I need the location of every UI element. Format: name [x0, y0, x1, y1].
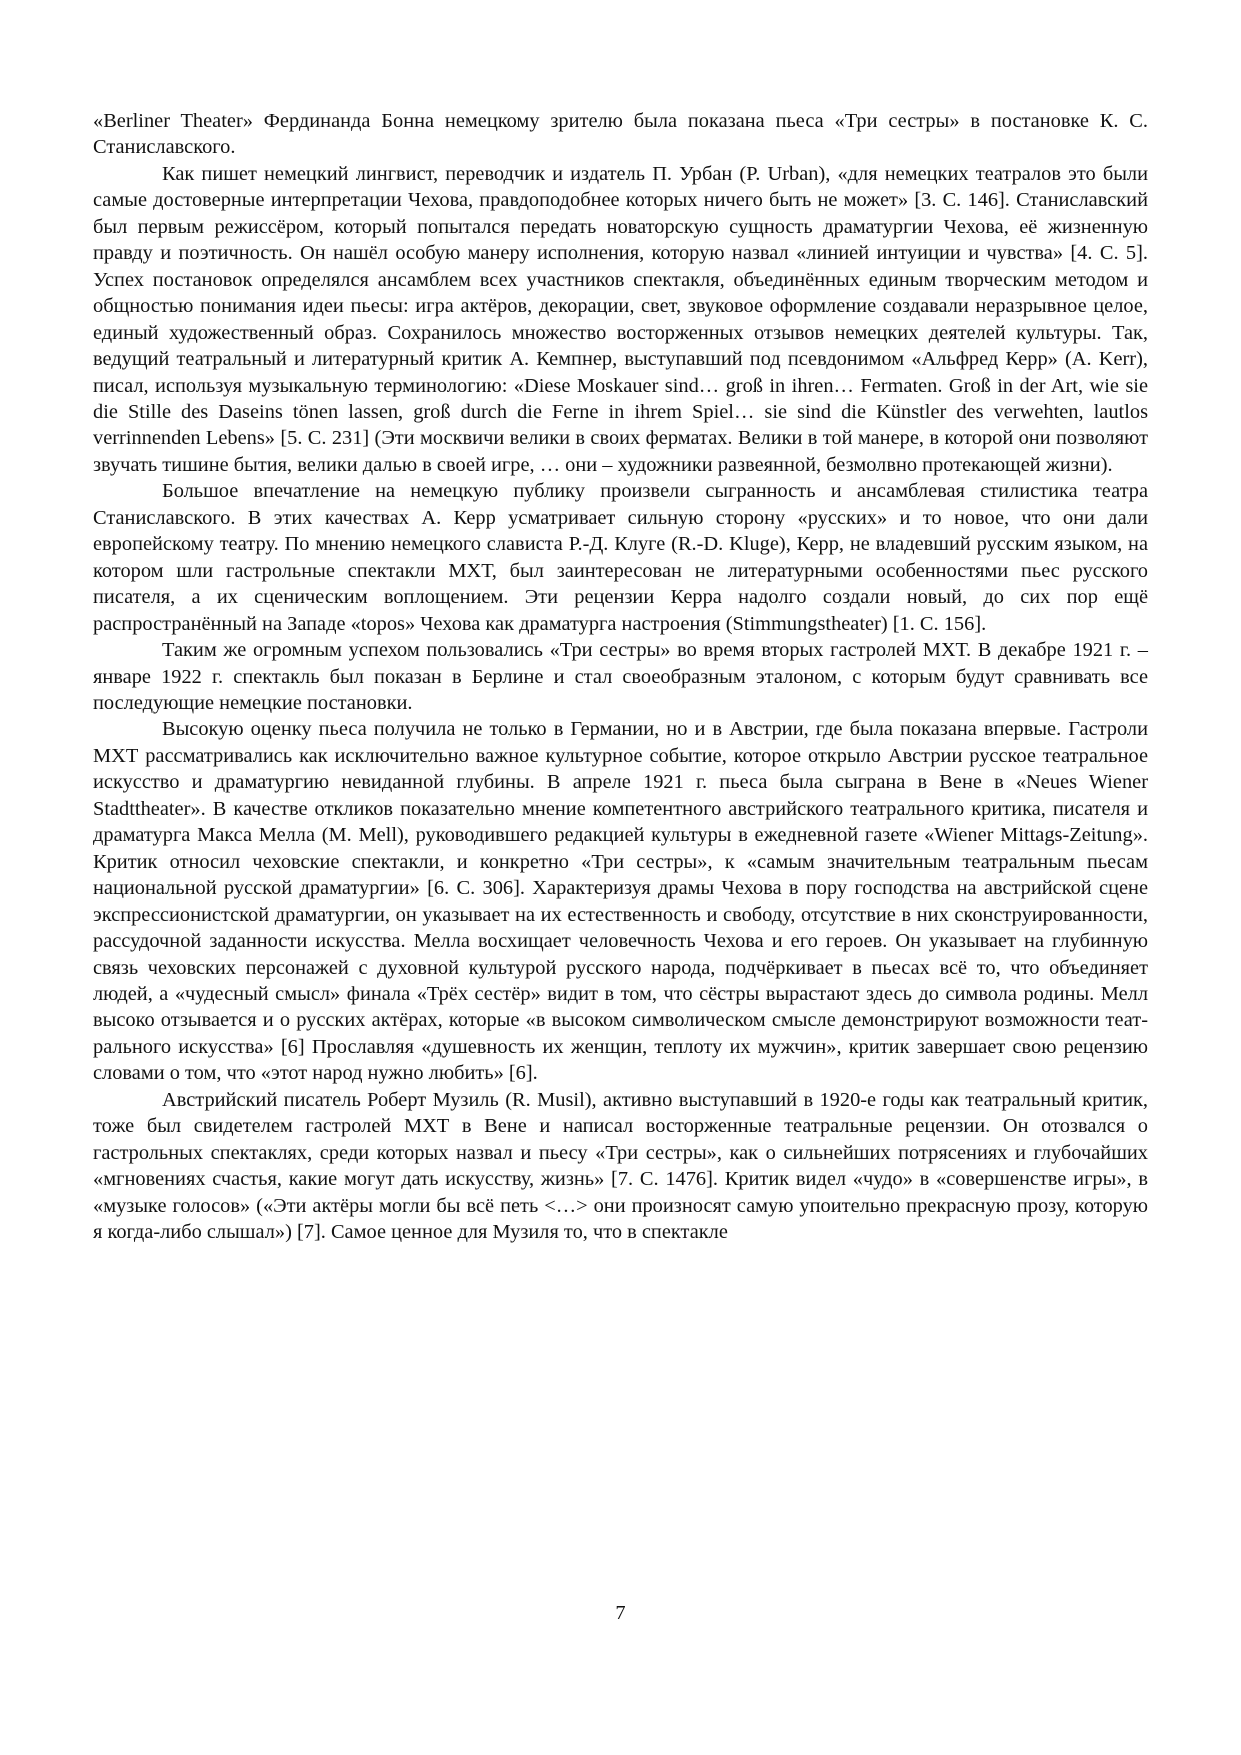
paragraph-urban-stanislavsky: Как пишет немецкий лингвист, переводчик и издатель П. Урбан (P. Urban), «для немецких театралов это были самые достоверные интерпретации Чехова, правдоподобнее которых ничего быть не может» [3. С. 146]. Станиславский был первым режиссёром, который попытался передать новаторскую сущность драматургии Чехова, её жизненную правду и поэтичность. Он нашёл особую манеру исполнения, которую назвал «линией интуиции и чувства» [4. С. 5]. Успех постановок определялся ансамблем всех участников спектакля, объединённых единым творческим методом и общностью понимания идеи пьесы: игра актёров, декорации, свет, звуковое оформление создавали неразрывное целое, единый художественный образ. Сохранилось множество восторженных отзывов немецких деятелей культуры. Так, ведущий театральный и литературный критик А. Кемпнер, выступавший под псевдонимом «Альфред Керр» (A. Kerr), писал, используя музыкальную терминологию: «Diese Moskauer sind… groß in ihren… Fermaten. Groß in der Art, wie sie die Stille des Daseins tönen lassen, groß durch die Ferne in ihrem Spiel… sie sind die Künstler des verwehten, lautlos verrinnenden Lebens» [5. С. 231] (Эти москвичи велики в своих ферматах. Велики в той манере, в которой они позволяют звучать тишине бытия, велики далью в своей игре, … они – художники развеянной, безмолвно протекающей жизни). [93, 162, 1148, 476]
paragraph-second-tour: Таким же огромным успехом пользовались «Три сестры» во время вторых гастролей МХТ. В декабре 1921 г. – январе 1922 г. спектакль был показан в Берлине и стал своеобразным эталоном, с которым будут сравнивать все последующие немецкие постановки. [93, 639, 1148, 714]
paragraph-austria-mell: Высокую оценку пьеса получила не только в Германии, но и в Австрии, где была показана впервые. Гастроли МХТ рассматривались как исключительно важное культурное событие, которое открыло Австрии русское театральное искусство и драматургию невиданной глубины. В апреле 1921 г. пьеса была сыграна в Вене в «Neues Wiener Stadttheater». В качестве откликов показательно мнение компетентного австрийского театрального критика, писателя и драматурга Макса Мелла (M. Mell), руководившего редакцией культуры в ежедневной газете «Wiener Mittags-Zeitung». Критик относил чеховские спектакли, и конкретно «Три сестры», к «самым значительным театральным пьесам национальной русской драматургии» [6. С. 306]. Характеризуя драмы Чехова в пору господства на австрийской сцене экспрессионистской драматургии, он указывает на их естественность и свободу, отсутствие в них сконструированности, рассудочной заданности искусства. Мелла восхищает человечность Чехова и его героев. Он указывает на глубинную связь чеховских персонажей с духовной культурой русского народа, подчёркивает в пьесах всё то, что объединяет людей, а «чудесный смысл» финала «Трёх сестёр» видит в том, что сёстры вырастают здесь до символа родины. Мелл высоко отзывается и о русских актёрах, которые «в высоком символическом смысле демонстрируют возможности театрального искусства» [6] Прославляя «душевность их женщин, теплоту их мужчин», критик завершает свою рецензию словами о том, что «этот народ нужно любить» [6]. [93, 718, 1148, 1085]
page-number: 7 [615, 1602, 626, 1624]
paragraph-continuation: «Berliner Theater» Фердинанда Бонна немецкому зрителю была показана пьеса «Три сестры» в постановке К. С. Станиславского. [93, 110, 1148, 159]
paragraph-kerr-ensemble: Большое впечатление на немецкую публику произвели сыгранность и ансамблевая стилистика театра Станиславского. В этих качествах А. Керр усматривает сильную сторону «русских» и то новое, что они дали европейскому театру. По мнению немецкого слависта Р.-Д. Клуге (R.-D. Kluge), Керр, не владевший русским языком, на котором шли гастрольные спектакли МХТ, был заинтересован не литературными особенностями пьес русского писателя, а их сценическим воплощением. Эти рецензии Керра надолго создали новый, до сих пор ещё распространённый на Западе «topos» Чехова как драматурга настроения (Stimmungstheater) [1. С. 156]. [93, 480, 1148, 635]
paragraph-musil: Австрийский писатель Роберт Музиль (R. Musil), активно выступавший в 1920-е годы как театральный критик, тоже был свидетелем гастролей МХТ в Вене и написал восторженные театральные рецензии. Он отозвался о гастрольных спектаклях, среди которых назвал и пьесу «Три сестры», как о сильнейших потрясениях и глубочайших «мгновениях счастья, какие могут дать искусству, жизнь» [7. С. 1476]. Критик видел «чудо» в «совершенстве игры», в «музыке голосов» («Эти актёры могли бы всё петь <…> они произносят самую упоительно прекрасную прозу, которую я когда-либо слышал») [7]. Самое ценное для Музиля то, что в спектакле [93, 1088, 1148, 1244]
page-body [93, 108, 1148, 1245]
